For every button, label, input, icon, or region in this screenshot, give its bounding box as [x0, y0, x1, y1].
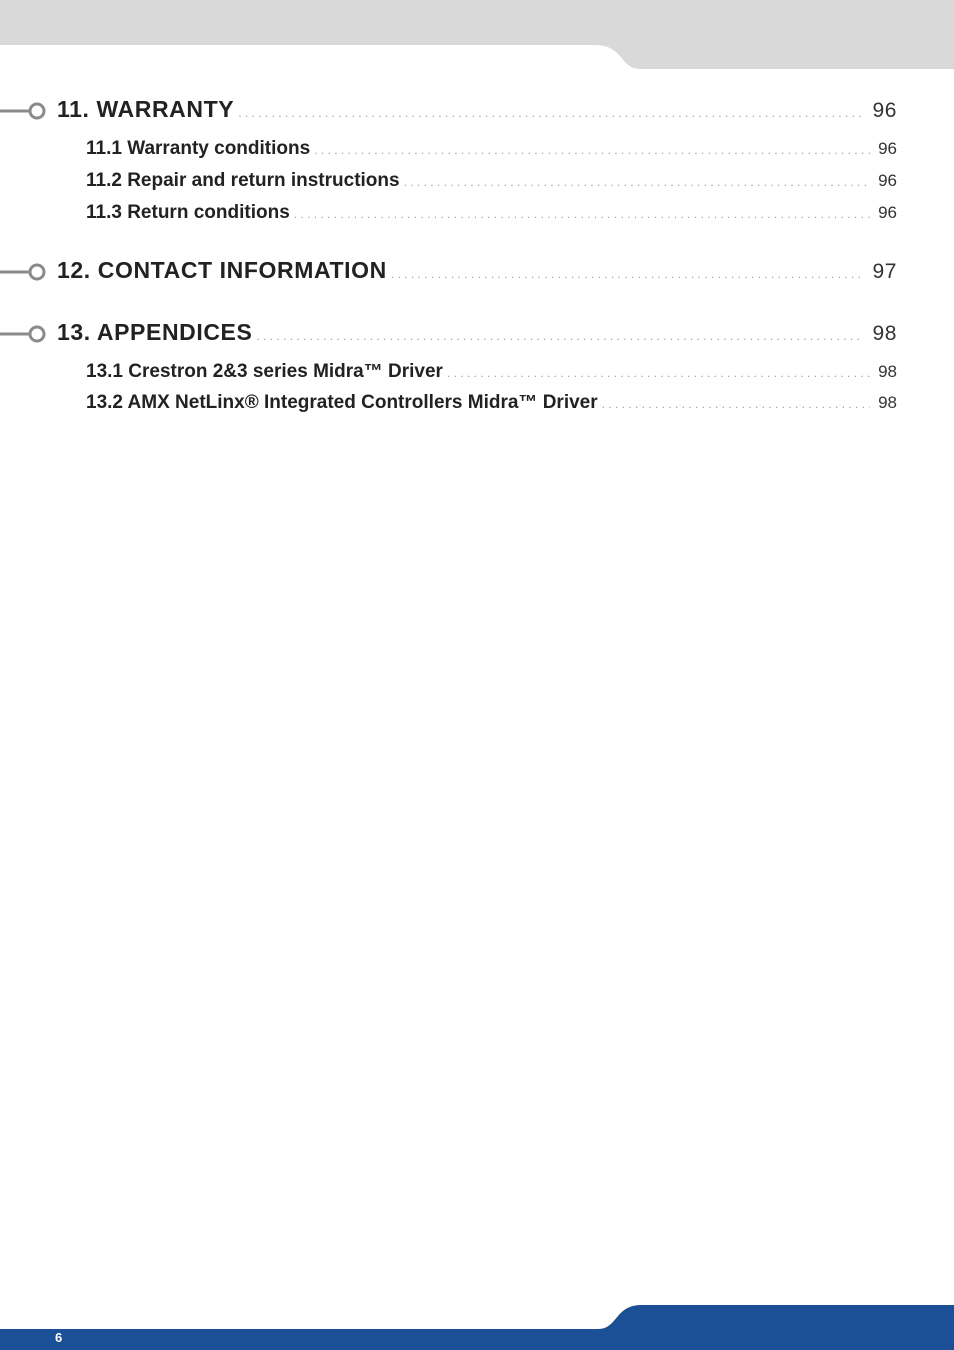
toc-page-number: 98 [872, 322, 897, 345]
footer-band [0, 1304, 954, 1350]
toc-entry-section[interactable] [57, 96, 897, 123]
toc-page-number: 97 [872, 260, 897, 283]
section-marker-icon [0, 262, 48, 282]
dot-leader [447, 366, 870, 380]
toc-page-number: 98 [878, 362, 897, 381]
page-number: 6 [55, 1330, 63, 1345]
toc-page-number: 96 [872, 99, 897, 122]
dot-leader [238, 106, 864, 120]
toc-subsection-title: 11.2 Repair and return instructions [86, 170, 400, 191]
toc-entry-section[interactable] [57, 319, 897, 346]
toc-page-number: 98 [878, 393, 897, 412]
toc-subsection-title: 11.1 Warranty conditions [86, 138, 311, 159]
dot-leader [404, 175, 870, 189]
toc-entry-subsection[interactable] [86, 361, 897, 383]
toc-subsection-title: 13.1 Crestron 2&3 series Midra™ Driver [86, 361, 443, 382]
toc-entry-subsection[interactable] [86, 392, 897, 414]
toc-page-number: 96 [878, 139, 897, 158]
toc-section-title: 11. WARRANTY [57, 96, 235, 122]
toc-page-number: 96 [878, 203, 897, 222]
toc-section-title: 13. APPENDICES [57, 319, 253, 345]
dot-leader [602, 397, 870, 411]
section-marker-icon [0, 324, 48, 344]
dot-leader [294, 207, 870, 221]
toc-page-number: 96 [878, 171, 897, 190]
toc-section-title: 12. CONTACT INFORMATION [57, 257, 387, 283]
toc-subsection-title: 13.2 AMX NetLinx® Integrated Controllers Midra™ Driver [86, 392, 598, 413]
section-marker-icon [0, 101, 48, 121]
dot-leader [314, 143, 870, 157]
toc-entry-section[interactable] [57, 257, 897, 284]
dot-leader [256, 329, 864, 343]
header-band [0, 0, 954, 70]
dot-leader [391, 267, 865, 281]
toc-entry-subsection[interactable] [86, 170, 897, 192]
toc-entry-subsection[interactable] [86, 202, 897, 224]
toc-entry-subsection[interactable] [86, 138, 897, 160]
toc-subsection-title: 11.3 Return conditions [86, 202, 290, 223]
